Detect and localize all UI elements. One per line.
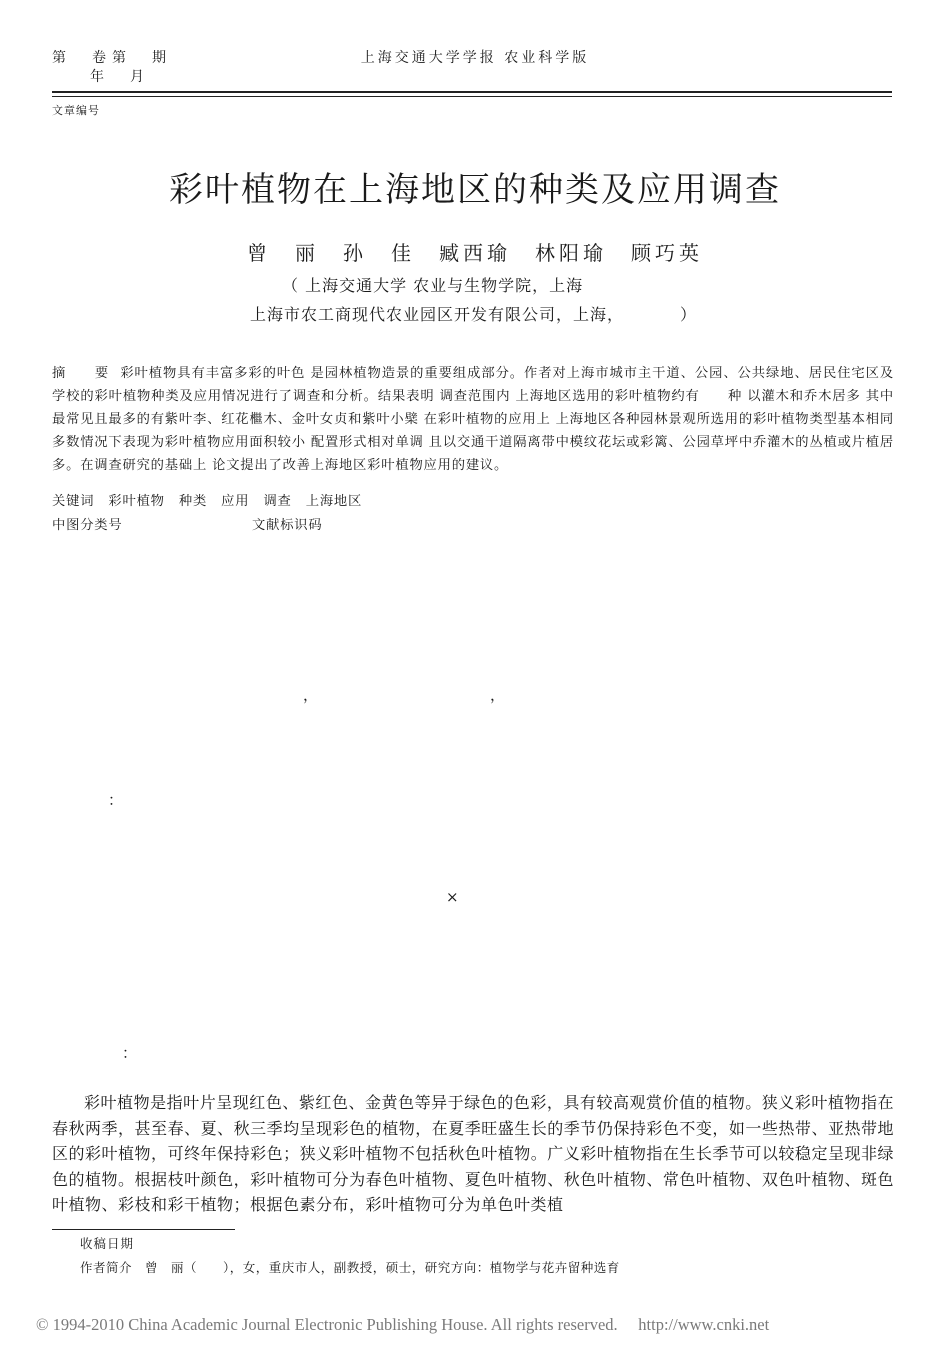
paper-title: 彩叶植物在上海地区的种类及应用调查 (169, 170, 781, 210)
stray-times-sign: × (446, 888, 459, 906)
affiliation-close-paren: ） (680, 305, 698, 324)
affiliation-line-2 (250, 302, 697, 325)
abstract-label: 摘 要 (52, 366, 117, 381)
affiliation-line-2-text: 上海市农工商现代农业园区开发有限公司，上海， (250, 305, 625, 324)
footnote-received-date: 收稿日期 (80, 1236, 135, 1251)
stray-comma-1: ， (303, 686, 319, 704)
stray-colon-1: ： (108, 791, 124, 809)
journal-name: 上海交通大学学报 农业科学版 (360, 50, 590, 66)
body-paragraph: 彩叶植物是指叶片呈现红色、紫红色、金黄色等异于绿色的色彩，具有较高观赏价值的植物。狭义彩叶植物指在春秋两季，甚至春、夏、秋三季均呈现彩色的植物，在夏季旺盛生长的季节仍保持彩色不变，如一些热带、亚热带地区的彩叶植物，可终年保持彩色；狭义彩叶植物不包括秋色叶植物。广义彩叶植物指在生长季节可以较稳定呈现非绿色的植物。根据枝叶颜色，彩叶植物可分为春色叶植物、夏色叶植物、秋色叶植物、常色叶植物、双色叶植物、斑色叶植物、彩枝和彩干植物；根据色素分布，彩叶植物可分为单色叶类植 (52, 1093, 894, 1214)
stray-comma-2: ， (490, 686, 506, 704)
year-month: 年 月 (90, 69, 150, 85)
footnote-author-bio: 作者简介 曾 丽（ ），女，重庆市人，副教授，硕士，研究方向：植物学与花卉留种选育 (80, 1260, 620, 1275)
abstract (52, 362, 894, 477)
header-rule-thick (52, 91, 892, 93)
header-rule-thin (52, 96, 892, 97)
footnote-rule (52, 1229, 235, 1230)
stray-colon-2: ： (122, 1044, 138, 1062)
volume-issue: 第 卷第 期 (52, 50, 172, 66)
author-list: 曾 丽 孙 佳 臧西瑜 林阳瑜 顾巧英 (247, 241, 703, 265)
copyright-notice: © 1994-2010 China Academic Journal Electronic Publishing House. All rights reserved. http://www.cnki.net (36, 1315, 770, 1334)
keywords: 关键词 彩叶植物 种类 应用 调查 上海地区 (52, 494, 363, 509)
affiliation-line-1: （ 上海交通大学 农业与生物学院，上海 (282, 276, 584, 295)
article-number-label: 文章编号 (52, 104, 100, 117)
clc-number-label: 中图分类号 (52, 518, 123, 533)
abstract-text: 彩叶植物具有丰富多彩的叶色 是园林植物造景的重要组成部分。作者对上海市城市主干道、公园、公共绿地、居民住宅区及学校的彩叶植物种类及应用情况进行了调查和分析。结果表明 调查范围内 上海地区选用的彩叶植物约有 种 以灌木和乔木居多 其中最常见且最多的有紫叶李、红花檵木、金叶女贞和紫叶小檗 在彩叶植物的应用上 上海地区各种园林景观所选用的彩叶植物类型基本相同 多数情况下表现为彩叶植物应用面积较小 配置形式相对单调 且以交通干道隔离带中模纹花坛或彩篱、公园草坪中乔灌木的丛植或片植居多。在调查研究的基础上 论文提出了改善上海地区彩叶植物应用的建议。 (52, 366, 894, 473)
document-code-label: 文献标识码 (252, 518, 323, 533)
